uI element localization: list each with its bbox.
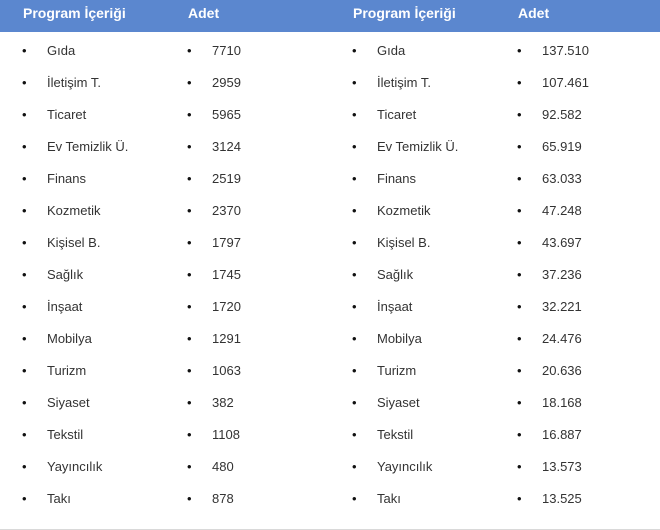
header-count-right: Adet: [518, 5, 550, 21]
right-label-cell: İnşaat: [377, 299, 413, 314]
left-count-cell: 1108: [212, 427, 240, 442]
table-row: [0, 291, 660, 323]
bullet-icon: •: [187, 43, 192, 58]
left-count-cell: 2959: [212, 75, 241, 90]
right-count-cell: 16.887: [542, 427, 582, 442]
right-count-cell: 107.461: [542, 75, 589, 90]
left-count-cell: 1797: [212, 235, 241, 250]
bullet-icon: •: [517, 267, 522, 282]
left-count-cell: 5965: [212, 107, 241, 122]
table-row: [0, 131, 660, 163]
left-label-cell: Finans: [47, 171, 87, 186]
left-count-cell: 382: [212, 395, 234, 410]
left-label-cell: Ticaret: [47, 107, 87, 122]
table-row: [0, 451, 660, 483]
bullet-icon: •: [517, 235, 522, 250]
bullet-icon: •: [187, 395, 192, 410]
right-label-cell: Yayıncılık: [377, 459, 433, 474]
bullet-icon: •: [517, 427, 522, 442]
left-count-cell: 480: [212, 459, 234, 474]
left-label-cell: Takı: [47, 491, 71, 506]
left-count-cell: 1745: [212, 267, 241, 282]
left-label-cell: Gıda: [47, 43, 76, 58]
table-row: [0, 387, 660, 419]
right-label-cell: Mobilya: [377, 331, 422, 346]
bullet-icon: •: [22, 107, 27, 122]
bullet-icon: •: [22, 363, 27, 378]
bullet-icon: •: [22, 331, 27, 346]
right-label-cell: Ticaret: [377, 107, 417, 122]
left-label-cell: İnşaat: [47, 299, 83, 314]
bullet-icon: •: [187, 459, 192, 474]
right-count-cell: 43.697: [542, 235, 582, 250]
bullet-icon: •: [352, 395, 357, 410]
bullet-icon: •: [352, 459, 357, 474]
bullet-icon: •: [517, 43, 522, 58]
right-count-cell: 13.525: [542, 491, 582, 506]
bullet-icon: •: [22, 139, 27, 154]
bullet-icon: •: [187, 203, 192, 218]
left-count-cell: 1720: [212, 299, 241, 314]
left-label-cell: Yayıncılık: [47, 459, 103, 474]
header-program-content-right: Program İçeriği: [353, 5, 456, 21]
left-count-cell: 2519: [212, 171, 241, 186]
right-label-cell: Kişisel B.: [377, 235, 431, 250]
bullet-icon: •: [22, 267, 27, 282]
right-label-cell: Ev Temizlik Ü.: [377, 139, 459, 154]
right-count-cell: 20.636: [542, 363, 582, 378]
bullet-icon: •: [187, 107, 192, 122]
left-label-cell: Mobilya: [47, 331, 92, 346]
right-count-cell: 13.573: [542, 459, 582, 474]
bullet-icon: •: [517, 491, 522, 506]
bullet-icon: •: [22, 459, 27, 474]
bullet-icon: •: [517, 395, 522, 410]
bullet-icon: •: [352, 491, 357, 506]
left-label-cell: Turizm: [47, 363, 87, 378]
left-label-cell: Ev Temizlik Ü.: [47, 139, 129, 154]
right-label-cell: Turizm: [377, 363, 417, 378]
table-body: [0, 35, 660, 515]
table-row: [0, 35, 660, 67]
bullet-icon: •: [352, 203, 357, 218]
bullet-icon: •: [352, 171, 357, 186]
bullet-icon: •: [22, 203, 27, 218]
table-row: [0, 483, 660, 515]
left-label-cell: İletişim T.: [47, 75, 101, 90]
bullet-icon: •: [352, 299, 357, 314]
left-label-cell: Kozmetik: [47, 203, 101, 218]
bullet-icon: •: [187, 235, 192, 250]
bullet-icon: •: [352, 235, 357, 250]
table-row: [0, 99, 660, 131]
header-program-content-left: Program İçeriği: [23, 5, 126, 21]
table-row: [0, 259, 660, 291]
bullet-icon: •: [22, 427, 27, 442]
left-count-cell: 1291: [212, 331, 241, 346]
bullet-icon: •: [517, 459, 522, 474]
bullet-icon: •: [187, 427, 192, 442]
table-row: [0, 419, 660, 451]
bullet-icon: •: [22, 75, 27, 90]
bullet-icon: •: [22, 235, 27, 250]
right-count-cell: 65.919: [542, 139, 582, 154]
bullet-icon: •: [352, 139, 357, 154]
right-label-cell: Sağlık: [377, 267, 414, 282]
bullet-icon: •: [517, 139, 522, 154]
bullet-icon: •: [352, 43, 357, 58]
bullet-icon: •: [517, 363, 522, 378]
left-count-cell: 3124: [212, 139, 241, 154]
bullet-icon: •: [517, 171, 522, 186]
bullet-icon: •: [352, 331, 357, 346]
bullet-icon: •: [517, 331, 522, 346]
bullet-icon: •: [187, 331, 192, 346]
table-row: [0, 163, 660, 195]
bullet-icon: •: [187, 171, 192, 186]
right-count-cell: 92.582: [542, 107, 582, 122]
bullet-icon: •: [187, 491, 192, 506]
right-label-cell: Gıda: [377, 43, 406, 58]
bullet-icon: •: [517, 203, 522, 218]
right-label-cell: Finans: [377, 171, 417, 186]
bullet-icon: •: [352, 267, 357, 282]
table-row: [0, 195, 660, 227]
right-count-cell: 63.033: [542, 171, 582, 186]
bullet-icon: •: [352, 427, 357, 442]
right-label-cell: Takı: [377, 491, 401, 506]
bullet-icon: •: [187, 267, 192, 282]
left-label-cell: Tekstil: [47, 427, 84, 442]
table-row: [0, 355, 660, 387]
bullet-icon: •: [187, 75, 192, 90]
bullet-icon: •: [187, 299, 192, 314]
bullet-icon: •: [352, 107, 357, 122]
left-count-cell: 878: [212, 491, 234, 506]
right-count-cell: 137.510: [542, 43, 589, 58]
left-count-cell: 1063: [212, 363, 241, 378]
right-label-cell: Kozmetik: [377, 203, 431, 218]
bullet-icon: •: [187, 363, 192, 378]
bullet-icon: •: [517, 107, 522, 122]
bullet-icon: •: [22, 43, 27, 58]
right-count-cell: 37.236: [542, 267, 582, 282]
right-count-cell: 18.168: [542, 395, 582, 410]
bullet-icon: •: [22, 395, 27, 410]
table-row: [0, 227, 660, 259]
bullet-icon: •: [517, 299, 522, 314]
table-header: [0, 0, 660, 32]
table-row: [0, 323, 660, 355]
right-count-cell: 47.248: [542, 203, 582, 218]
bullet-icon: •: [187, 139, 192, 154]
bullet-icon: •: [22, 299, 27, 314]
right-label-cell: Siyaset: [377, 395, 420, 410]
left-label-cell: Sağlık: [47, 267, 84, 282]
left-label-cell: Kişisel B.: [47, 235, 101, 250]
bullet-icon: •: [352, 363, 357, 378]
left-count-cell: 7710: [212, 43, 241, 58]
right-count-cell: 24.476: [542, 331, 582, 346]
left-count-cell: 2370: [212, 203, 241, 218]
header-count-left: Adet: [188, 5, 220, 21]
table-row: [0, 67, 660, 99]
right-count-cell: 32.221: [542, 299, 582, 314]
bullet-icon: •: [352, 75, 357, 90]
right-label-cell: Tekstil: [377, 427, 414, 442]
bullet-icon: •: [22, 171, 27, 186]
bullet-icon: •: [517, 75, 522, 90]
left-label-cell: Siyaset: [47, 395, 90, 410]
right-label-cell: İletişim T.: [377, 75, 431, 90]
bullet-icon: •: [22, 491, 27, 506]
